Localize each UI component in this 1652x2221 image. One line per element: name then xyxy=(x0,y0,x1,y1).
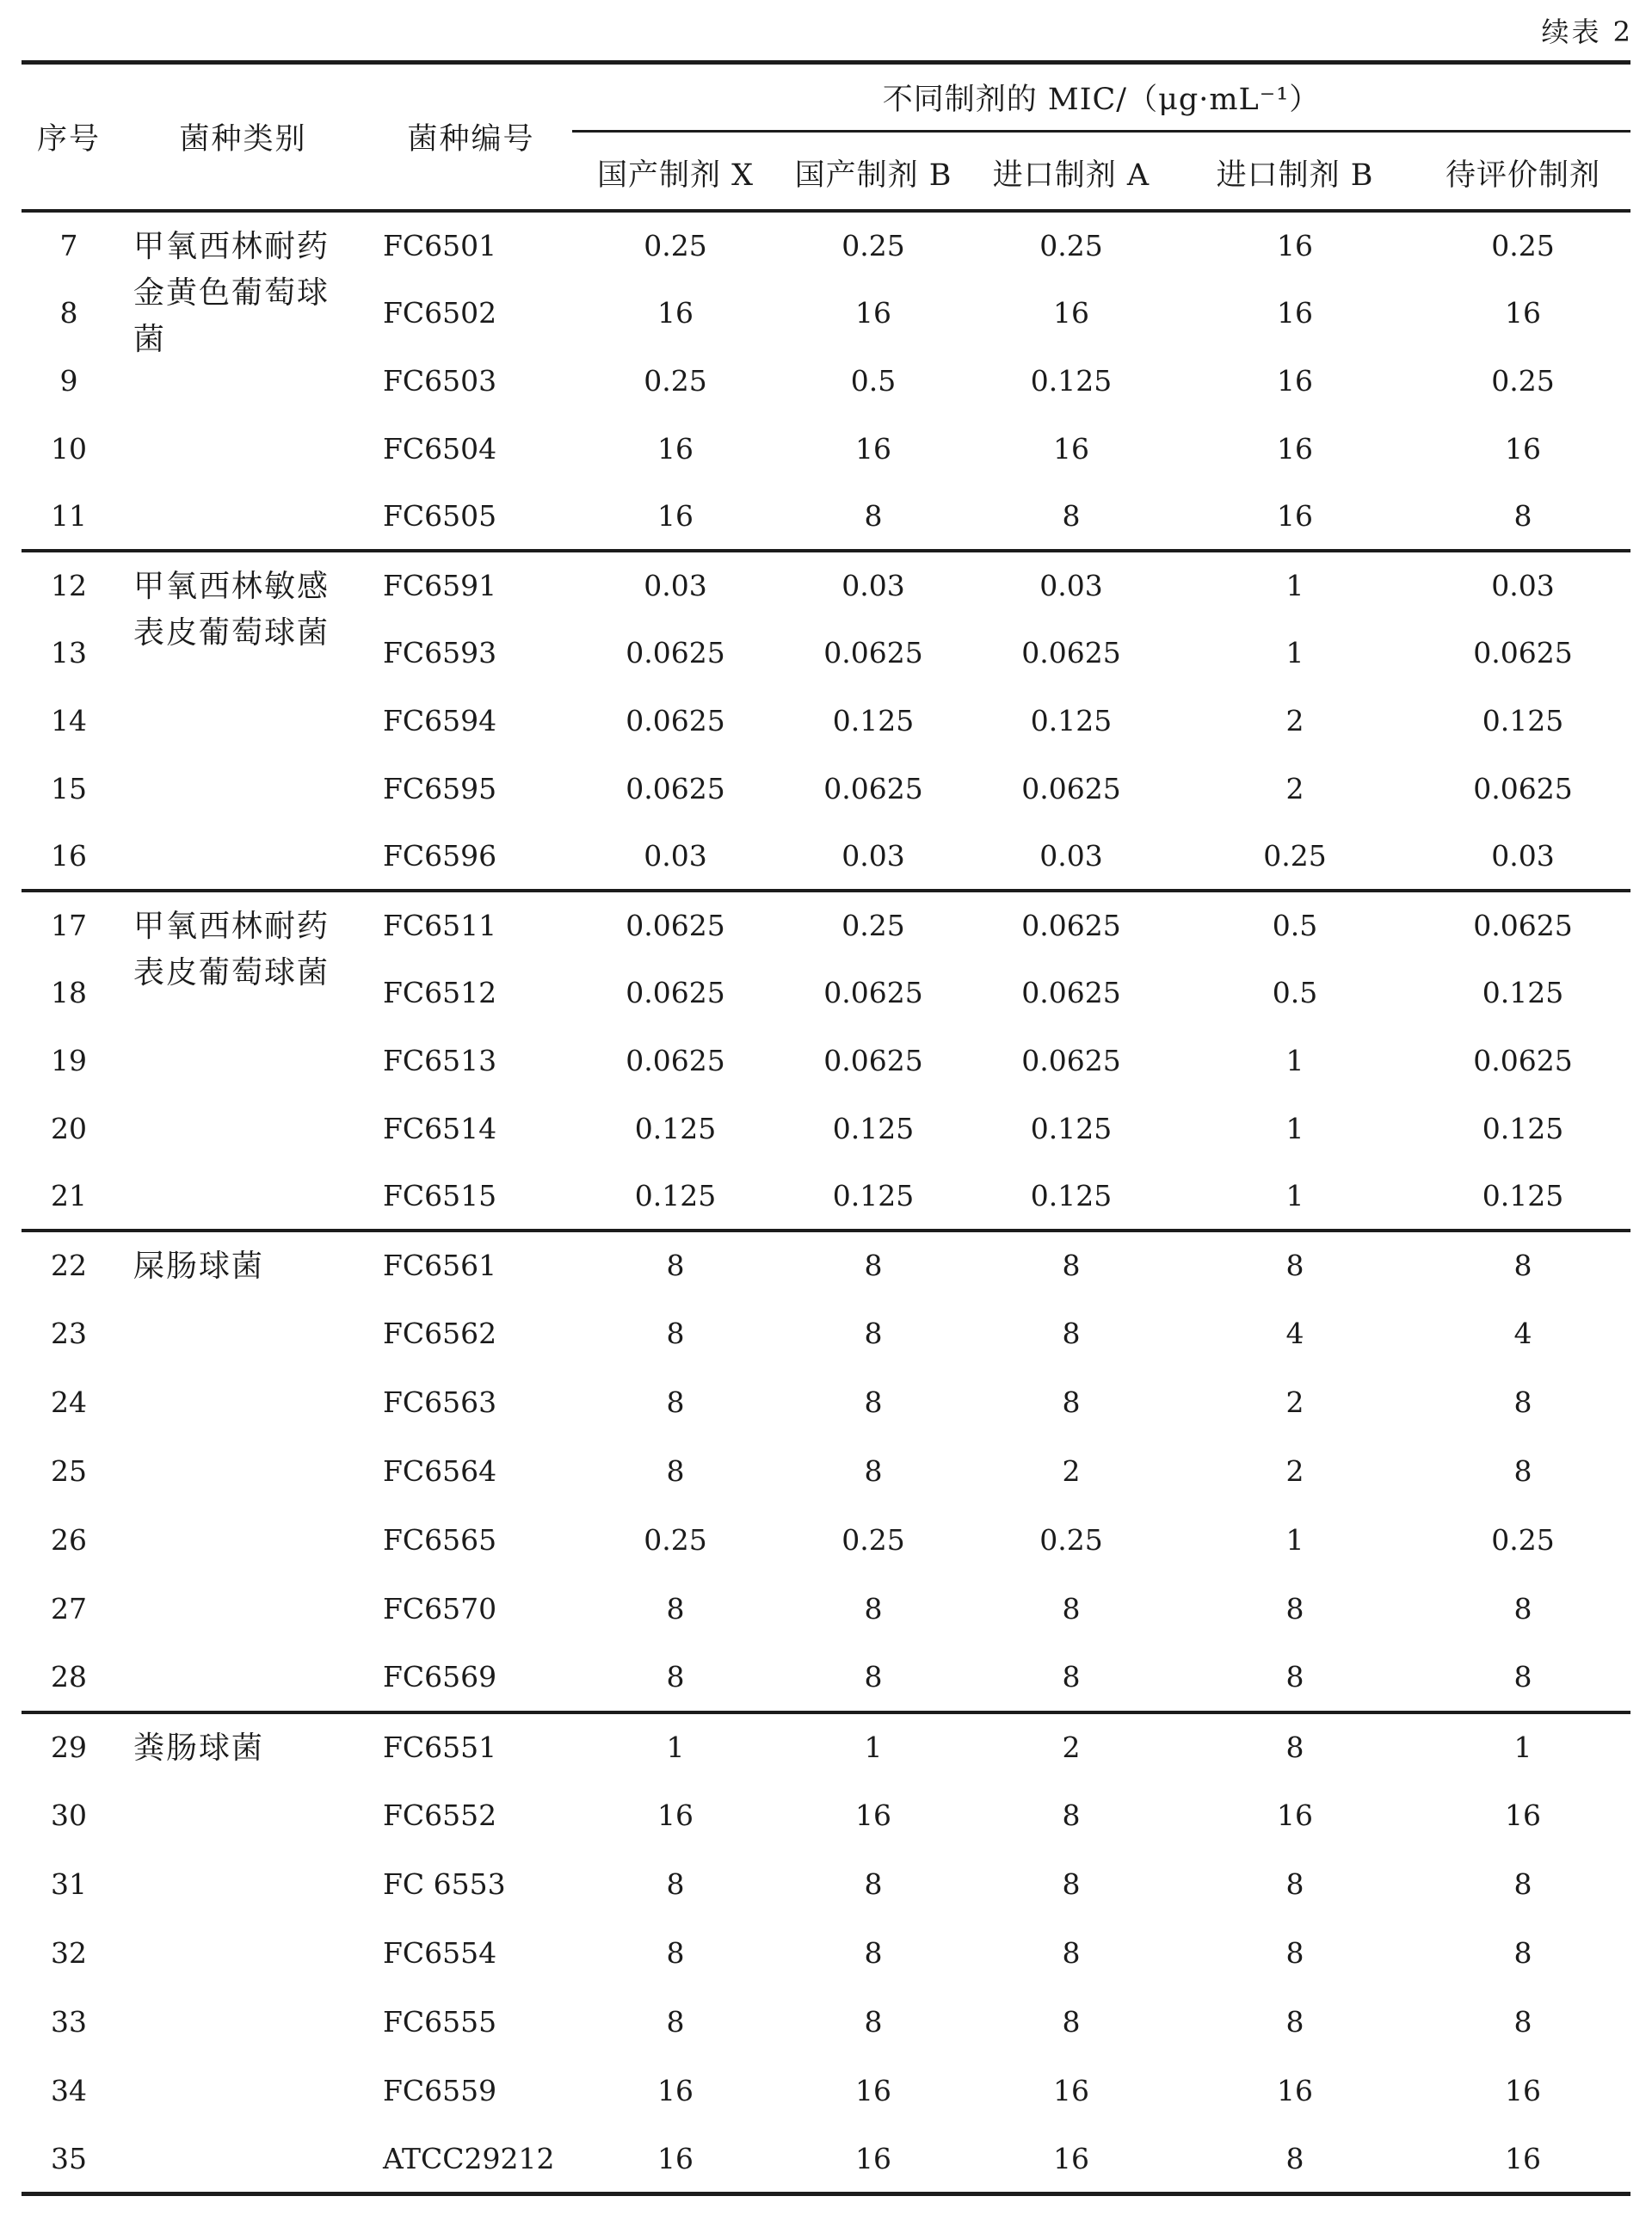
mic-value-cell: 0.25 xyxy=(1491,1523,1555,1557)
table-row xyxy=(22,211,1630,279)
mic-value-cell: 16 xyxy=(1277,363,1313,398)
serial-number-cell: 33 xyxy=(51,2005,87,2039)
mic-value-cell: 16 xyxy=(968,2125,1174,2194)
strain-number-cell: FC6593 xyxy=(383,635,497,669)
serial-number-cell: 18 xyxy=(51,975,87,1009)
serial-number-cell: 28 xyxy=(22,1644,116,1712)
mic-value-cell: 16 xyxy=(1053,295,1089,330)
mic-table xyxy=(22,60,1630,2196)
mic-value-cell: 16 xyxy=(1174,483,1415,551)
mic-value-cell: 0.25 xyxy=(1491,363,1555,398)
mic-value-cell: 1 xyxy=(1285,635,1304,669)
col-header-imported-a: 进口制剂 A xyxy=(968,132,1174,211)
mic-value-cell: 16 xyxy=(1505,1798,1542,1832)
serial-number-cell: 19 xyxy=(51,1043,87,1077)
mic-value-cell: 16 xyxy=(1505,295,1542,330)
mic-value-cell: 0.25 xyxy=(841,908,905,942)
mic-value-cell: 0.125 xyxy=(832,703,915,737)
mic-value-cell: 0.125 xyxy=(1030,363,1113,398)
mic-value-cell: 0.25 xyxy=(1491,228,1555,262)
mic-value-cell: 8 xyxy=(864,2005,883,2039)
strain-number-cell: FC6505 xyxy=(370,483,572,551)
mic-value-cell: 0.03 xyxy=(572,823,779,891)
serial-number-cell: 34 xyxy=(51,2074,87,2107)
mic-value-cell: 0.125 xyxy=(968,1163,1174,1231)
mic-value-cell: 8 xyxy=(864,1454,883,1488)
mic-value-cell: 8 xyxy=(779,1644,968,1712)
col-header-domestic-x: 国产制剂 X xyxy=(572,132,779,211)
mic-value-cell: 16 xyxy=(855,2074,891,2107)
mic-value-cell: 8 xyxy=(968,483,1174,551)
mic-value-cell: 16 xyxy=(1277,431,1313,466)
col-header-serial-number: 序号 xyxy=(22,63,116,211)
mic-value-cell: 8 xyxy=(1062,1385,1081,1419)
mic-value-cell: 1 xyxy=(1285,1523,1304,1557)
mic-value-cell: 0.25 xyxy=(644,363,707,398)
mic-value-cell: 16 xyxy=(1053,431,1089,466)
mic-value-cell: 0.0625 xyxy=(1021,1043,1121,1077)
species-category-cell xyxy=(116,891,370,1231)
strain-number-cell: FC6564 xyxy=(383,1454,497,1488)
strain-number-cell: FC6596 xyxy=(370,823,572,891)
serial-number-cell: 22 xyxy=(51,1249,87,1282)
col-header-strain-number: 菌种编号 xyxy=(370,63,572,211)
mic-value-cell: 8 xyxy=(666,1317,685,1350)
mic-value-cell: 0.03 xyxy=(779,823,968,891)
mic-value-cell: 0.0625 xyxy=(1473,771,1573,805)
mic-value-cell: 4 xyxy=(1285,1317,1304,1350)
strain-number-cell: FC6554 xyxy=(383,1936,497,1970)
mic-value-cell: 0.0625 xyxy=(626,975,725,1009)
mic-value-cell: 0.5 xyxy=(1272,908,1318,942)
serial-number-cell: 20 xyxy=(51,1111,87,1145)
species-category-line: 粪肠球菌 xyxy=(133,1730,265,1766)
serial-number-cell: 24 xyxy=(51,1385,87,1419)
mic-value-cell: 16 xyxy=(1277,228,1313,262)
mic-value-cell: 0.25 xyxy=(644,1523,707,1557)
serial-number-cell: 26 xyxy=(51,1523,87,1557)
mic-value-cell: 0.25 xyxy=(644,228,707,262)
mic-value-cell: 0.0625 xyxy=(1473,635,1573,669)
mic-value-cell: 16 xyxy=(855,431,891,466)
mic-value-cell: 8 xyxy=(1062,2005,1081,2039)
strain-number-cell: FC6515 xyxy=(370,1163,572,1231)
strain-number-cell: FC6551 xyxy=(383,1731,497,1764)
table-row xyxy=(22,891,1630,959)
mic-value-cell: 8 xyxy=(666,1592,685,1626)
serial-number-cell: 32 xyxy=(51,1936,87,1970)
table-body xyxy=(22,211,1630,2194)
mic-value-cell: 8 xyxy=(1513,1385,1532,1419)
mic-value-cell: 0.03 xyxy=(968,823,1174,891)
col-header-imported-b: 进口制剂 B xyxy=(1174,132,1415,211)
table-row xyxy=(22,551,1630,619)
strain-number-cell: FC6561 xyxy=(383,1249,497,1282)
serial-number-cell: 9 xyxy=(59,363,78,398)
mic-value-cell: 8 xyxy=(1174,1644,1415,1712)
mic-value-cell: 0.0625 xyxy=(823,975,923,1009)
table-row xyxy=(22,1712,1630,1781)
mic-value-cell: 8 xyxy=(1513,1454,1532,1488)
mic-value-cell: 16 xyxy=(1505,2074,1542,2107)
mic-value-cell: 1 xyxy=(666,1731,685,1764)
mic-value-cell: 1 xyxy=(1174,1163,1415,1231)
strain-number-cell: FC6591 xyxy=(383,568,497,602)
mic-value-cell: 2 xyxy=(1285,771,1304,805)
mic-value-cell: 0.03 xyxy=(644,568,707,602)
mic-value-cell: 16 xyxy=(657,1798,693,1832)
serial-number-cell: 7 xyxy=(59,228,78,262)
serial-number-cell: 10 xyxy=(51,431,87,466)
col-header-species-category: 菌种类别 xyxy=(116,63,370,211)
mic-value-cell: 0.03 xyxy=(1415,823,1630,891)
mic-value-cell: 16 xyxy=(779,2125,968,2194)
mic-value-cell: 0.0625 xyxy=(626,635,725,669)
species-category-cell xyxy=(116,1231,370,1712)
strain-number-cell: FC6503 xyxy=(383,363,497,398)
strain-number-cell: FC6563 xyxy=(383,1385,497,1419)
serial-number-cell: 17 xyxy=(51,908,87,942)
mic-value-cell: 16 xyxy=(1277,295,1313,330)
mic-value-cell: 0.0625 xyxy=(1021,908,1121,942)
species-category-line: 屎肠球菌 xyxy=(133,1248,265,1284)
mic-value-cell: 8 xyxy=(1285,1867,1304,1901)
mic-value-cell: 1 xyxy=(864,1731,883,1764)
strain-number-cell: FC6502 xyxy=(383,295,497,330)
continued-table-label: 续表 2 xyxy=(1541,15,1633,48)
mic-value-cell: 0.0625 xyxy=(626,1043,725,1077)
species-category-line: 菌 xyxy=(133,321,167,357)
mic-value-cell: 0.0625 xyxy=(1021,771,1121,805)
mic-value-cell: 8 xyxy=(1285,1592,1304,1626)
mic-value-cell: 0.125 xyxy=(572,1163,779,1231)
serial-number-cell: 11 xyxy=(22,483,116,551)
mic-value-cell: 8 xyxy=(666,1454,685,1488)
mic-value-cell: 0.125 xyxy=(1482,975,1564,1009)
mic-value-cell: 8 xyxy=(666,1385,685,1419)
serial-number-cell: 25 xyxy=(51,1454,87,1488)
mic-value-cell: 8 xyxy=(1285,1936,1304,1970)
col-header-domestic-b: 国产制剂 B xyxy=(779,132,968,211)
mic-value-cell: 1 xyxy=(1285,568,1304,602)
species-category-line: 金黄色葡萄球 xyxy=(133,275,330,311)
mic-value-cell: 16 xyxy=(572,483,779,551)
strain-number-cell: FC 6553 xyxy=(383,1867,506,1901)
serial-number-cell: 23 xyxy=(51,1317,87,1350)
mic-value-cell: 4 xyxy=(1513,1317,1532,1350)
species-category-line: 甲氧西林敏感 xyxy=(133,568,330,604)
mic-value-cell: 0.125 xyxy=(1415,1163,1630,1231)
mic-value-cell: 8 xyxy=(864,1385,883,1419)
strain-number-cell: FC6595 xyxy=(383,771,497,805)
strain-number-cell: FC6594 xyxy=(383,703,497,737)
mic-value-cell: 0.0625 xyxy=(1021,635,1121,669)
mic-value-cell: 2 xyxy=(1062,1731,1081,1764)
mic-value-cell: 0.0625 xyxy=(1473,1043,1573,1077)
mic-value-cell: 16 xyxy=(572,2125,779,2194)
mic-value-cell: 0.25 xyxy=(841,1523,905,1557)
serial-number-cell: 27 xyxy=(51,1592,87,1626)
mic-value-cell: 0.03 xyxy=(1491,568,1555,602)
serial-number-cell: 30 xyxy=(51,1798,87,1832)
strain-number-cell: FC6555 xyxy=(383,2005,497,2039)
mic-value-cell: 8 xyxy=(1062,1936,1081,1970)
mic-value-cell: 0.0625 xyxy=(823,1043,923,1077)
mic-value-cell: 2 xyxy=(1285,1385,1304,1419)
mic-value-cell: 8 xyxy=(1285,2005,1304,2039)
mic-value-cell: 0.5 xyxy=(850,363,897,398)
mic-value-cell: 0.125 xyxy=(832,1111,915,1145)
strain-number-cell: FC6511 xyxy=(383,908,497,942)
mic-value-cell: 8 xyxy=(1513,1249,1532,1282)
mic-value-cell: 8 xyxy=(1174,2125,1415,2194)
mic-value-cell: 0.0625 xyxy=(626,771,725,805)
species-category-cell xyxy=(116,211,370,551)
mic-value-cell: 8 xyxy=(572,1644,779,1712)
mic-value-cell: 16 xyxy=(855,1798,891,1832)
mic-value-cell: 0.03 xyxy=(1039,568,1103,602)
serial-number-cell: 16 xyxy=(22,823,116,891)
mic-value-cell: 16 xyxy=(855,295,891,330)
mic-value-cell: 16 xyxy=(1277,2074,1313,2107)
mic-value-cell: 0.0625 xyxy=(1021,975,1121,1009)
mic-value-cell: 8 xyxy=(864,1249,883,1282)
mic-value-cell: 8 xyxy=(1062,1867,1081,1901)
mic-value-cell: 8 xyxy=(1415,483,1630,551)
mic-value-cell: 16 xyxy=(1415,2125,1630,2194)
mic-value-cell: 8 xyxy=(1513,1592,1532,1626)
mic-value-cell: 0.5 xyxy=(1272,975,1318,1009)
mic-value-cell: 16 xyxy=(1277,1798,1313,1832)
strain-number-cell: FC6513 xyxy=(383,1043,497,1077)
mic-value-cell: 8 xyxy=(1513,1867,1532,1901)
serial-number-cell: 14 xyxy=(51,703,87,737)
strain-number-cell: FC6559 xyxy=(383,2074,497,2107)
mic-value-cell: 0.125 xyxy=(779,1163,968,1231)
mic-value-cell: 1 xyxy=(1285,1043,1304,1077)
mic-value-cell: 1 xyxy=(1513,1731,1532,1764)
mic-value-cell: 0.0625 xyxy=(626,908,725,942)
mic-value-cell: 8 xyxy=(666,1249,685,1282)
mic-value-cell: 8 xyxy=(666,1867,685,1901)
mic-value-cell: 0.0625 xyxy=(823,635,923,669)
mic-value-cell: 16 xyxy=(1053,2074,1089,2107)
strain-number-cell: FC6501 xyxy=(383,228,497,262)
mic-value-cell: 8 xyxy=(1285,1249,1304,1282)
mic-value-cell: 16 xyxy=(1505,431,1542,466)
mic-value-cell: 0.125 xyxy=(1482,703,1564,737)
table-row xyxy=(22,1231,1630,1299)
mic-value-cell: 8 xyxy=(864,1592,883,1626)
strain-number-cell: FC6565 xyxy=(383,1523,497,1557)
mic-value-cell: 16 xyxy=(657,2074,693,2107)
strain-number-cell: FC6514 xyxy=(383,1111,497,1145)
strain-number-cell: FC6552 xyxy=(383,1798,497,1832)
mic-value-cell: 0.0625 xyxy=(626,703,725,737)
mic-value-cell: 16 xyxy=(657,295,693,330)
strain-number-cell: ATCC29212 xyxy=(370,2125,572,2194)
table-header xyxy=(22,63,1630,211)
species-category-cell xyxy=(116,551,370,891)
mic-value-cell: 0.25 xyxy=(841,228,905,262)
mic-value-cell: 8 xyxy=(666,2005,685,2039)
mic-value-cell: 8 xyxy=(968,1644,1174,1712)
header-row-group xyxy=(22,63,1630,132)
serial-number-cell: 31 xyxy=(51,1867,87,1901)
mic-value-cell: 8 xyxy=(1062,1592,1081,1626)
mic-value-cell: 0.0625 xyxy=(1473,908,1573,942)
mic-value-cell: 8 xyxy=(1415,1644,1630,1712)
mic-value-cell: 0.0625 xyxy=(823,771,923,805)
species-category-line: 甲氧西林耐药 xyxy=(133,228,330,264)
col-header-to-evaluate: 待评价制剂 xyxy=(1415,132,1630,211)
mic-value-cell: 0.125 xyxy=(1482,1111,1564,1145)
serial-number-cell: 13 xyxy=(51,635,87,669)
mic-value-cell: 8 xyxy=(1062,1249,1081,1282)
serial-number-cell: 12 xyxy=(51,568,87,602)
mic-value-cell: 2 xyxy=(1285,1454,1304,1488)
serial-number-cell: 8 xyxy=(59,295,78,330)
mic-value-cell: 0.25 xyxy=(1039,1523,1103,1557)
mic-value-cell: 0.25 xyxy=(1174,823,1415,891)
species-category-line: 表皮葡萄球菌 xyxy=(133,614,330,651)
mic-value-cell: 8 xyxy=(779,483,968,551)
strain-number-cell: FC6569 xyxy=(370,1644,572,1712)
strain-number-cell: FC6570 xyxy=(383,1592,497,1626)
mic-value-cell: 0.25 xyxy=(1039,228,1103,262)
species-category-line: 表皮葡萄球菌 xyxy=(133,954,330,990)
mic-value-cell: 2 xyxy=(1062,1454,1081,1488)
mic-value-cell: 8 xyxy=(1285,1731,1304,1764)
strain-number-cell: FC6562 xyxy=(383,1317,497,1350)
mic-value-cell: 16 xyxy=(657,431,693,466)
mic-value-cell: 0.125 xyxy=(1030,703,1113,737)
mic-value-cell: 8 xyxy=(666,1936,685,1970)
mic-value-cell: 0.125 xyxy=(634,1111,717,1145)
mic-value-cell: 2 xyxy=(1285,703,1304,737)
mic-value-cell: 8 xyxy=(1062,1317,1081,1350)
mic-value-cell: 8 xyxy=(1513,1936,1532,1970)
mic-value-cell: 1 xyxy=(1285,1111,1304,1145)
serial-number-cell: 35 xyxy=(22,2125,116,2194)
mic-group-header: 不同制剂的 MIC/（μg·mL⁻¹） xyxy=(572,63,1630,132)
mic-value-cell: 8 xyxy=(864,1317,883,1350)
species-category-line: 甲氧西林耐药 xyxy=(133,908,330,944)
serial-number-cell: 29 xyxy=(51,1731,87,1764)
serial-number-cell: 21 xyxy=(22,1163,116,1231)
serial-number-cell: 15 xyxy=(51,771,87,805)
mic-value-cell: 8 xyxy=(864,1936,883,1970)
mic-value-cell: 0.03 xyxy=(841,568,905,602)
mic-value-cell: 0.125 xyxy=(1030,1111,1113,1145)
mic-value-cell: 8 xyxy=(1513,2005,1532,2039)
species-category-cell xyxy=(116,1712,370,2194)
strain-number-cell: FC6504 xyxy=(383,431,497,466)
strain-number-cell: FC6512 xyxy=(383,975,497,1009)
mic-value-cell: 8 xyxy=(1062,1798,1081,1832)
mic-value-cell: 8 xyxy=(864,1867,883,1901)
